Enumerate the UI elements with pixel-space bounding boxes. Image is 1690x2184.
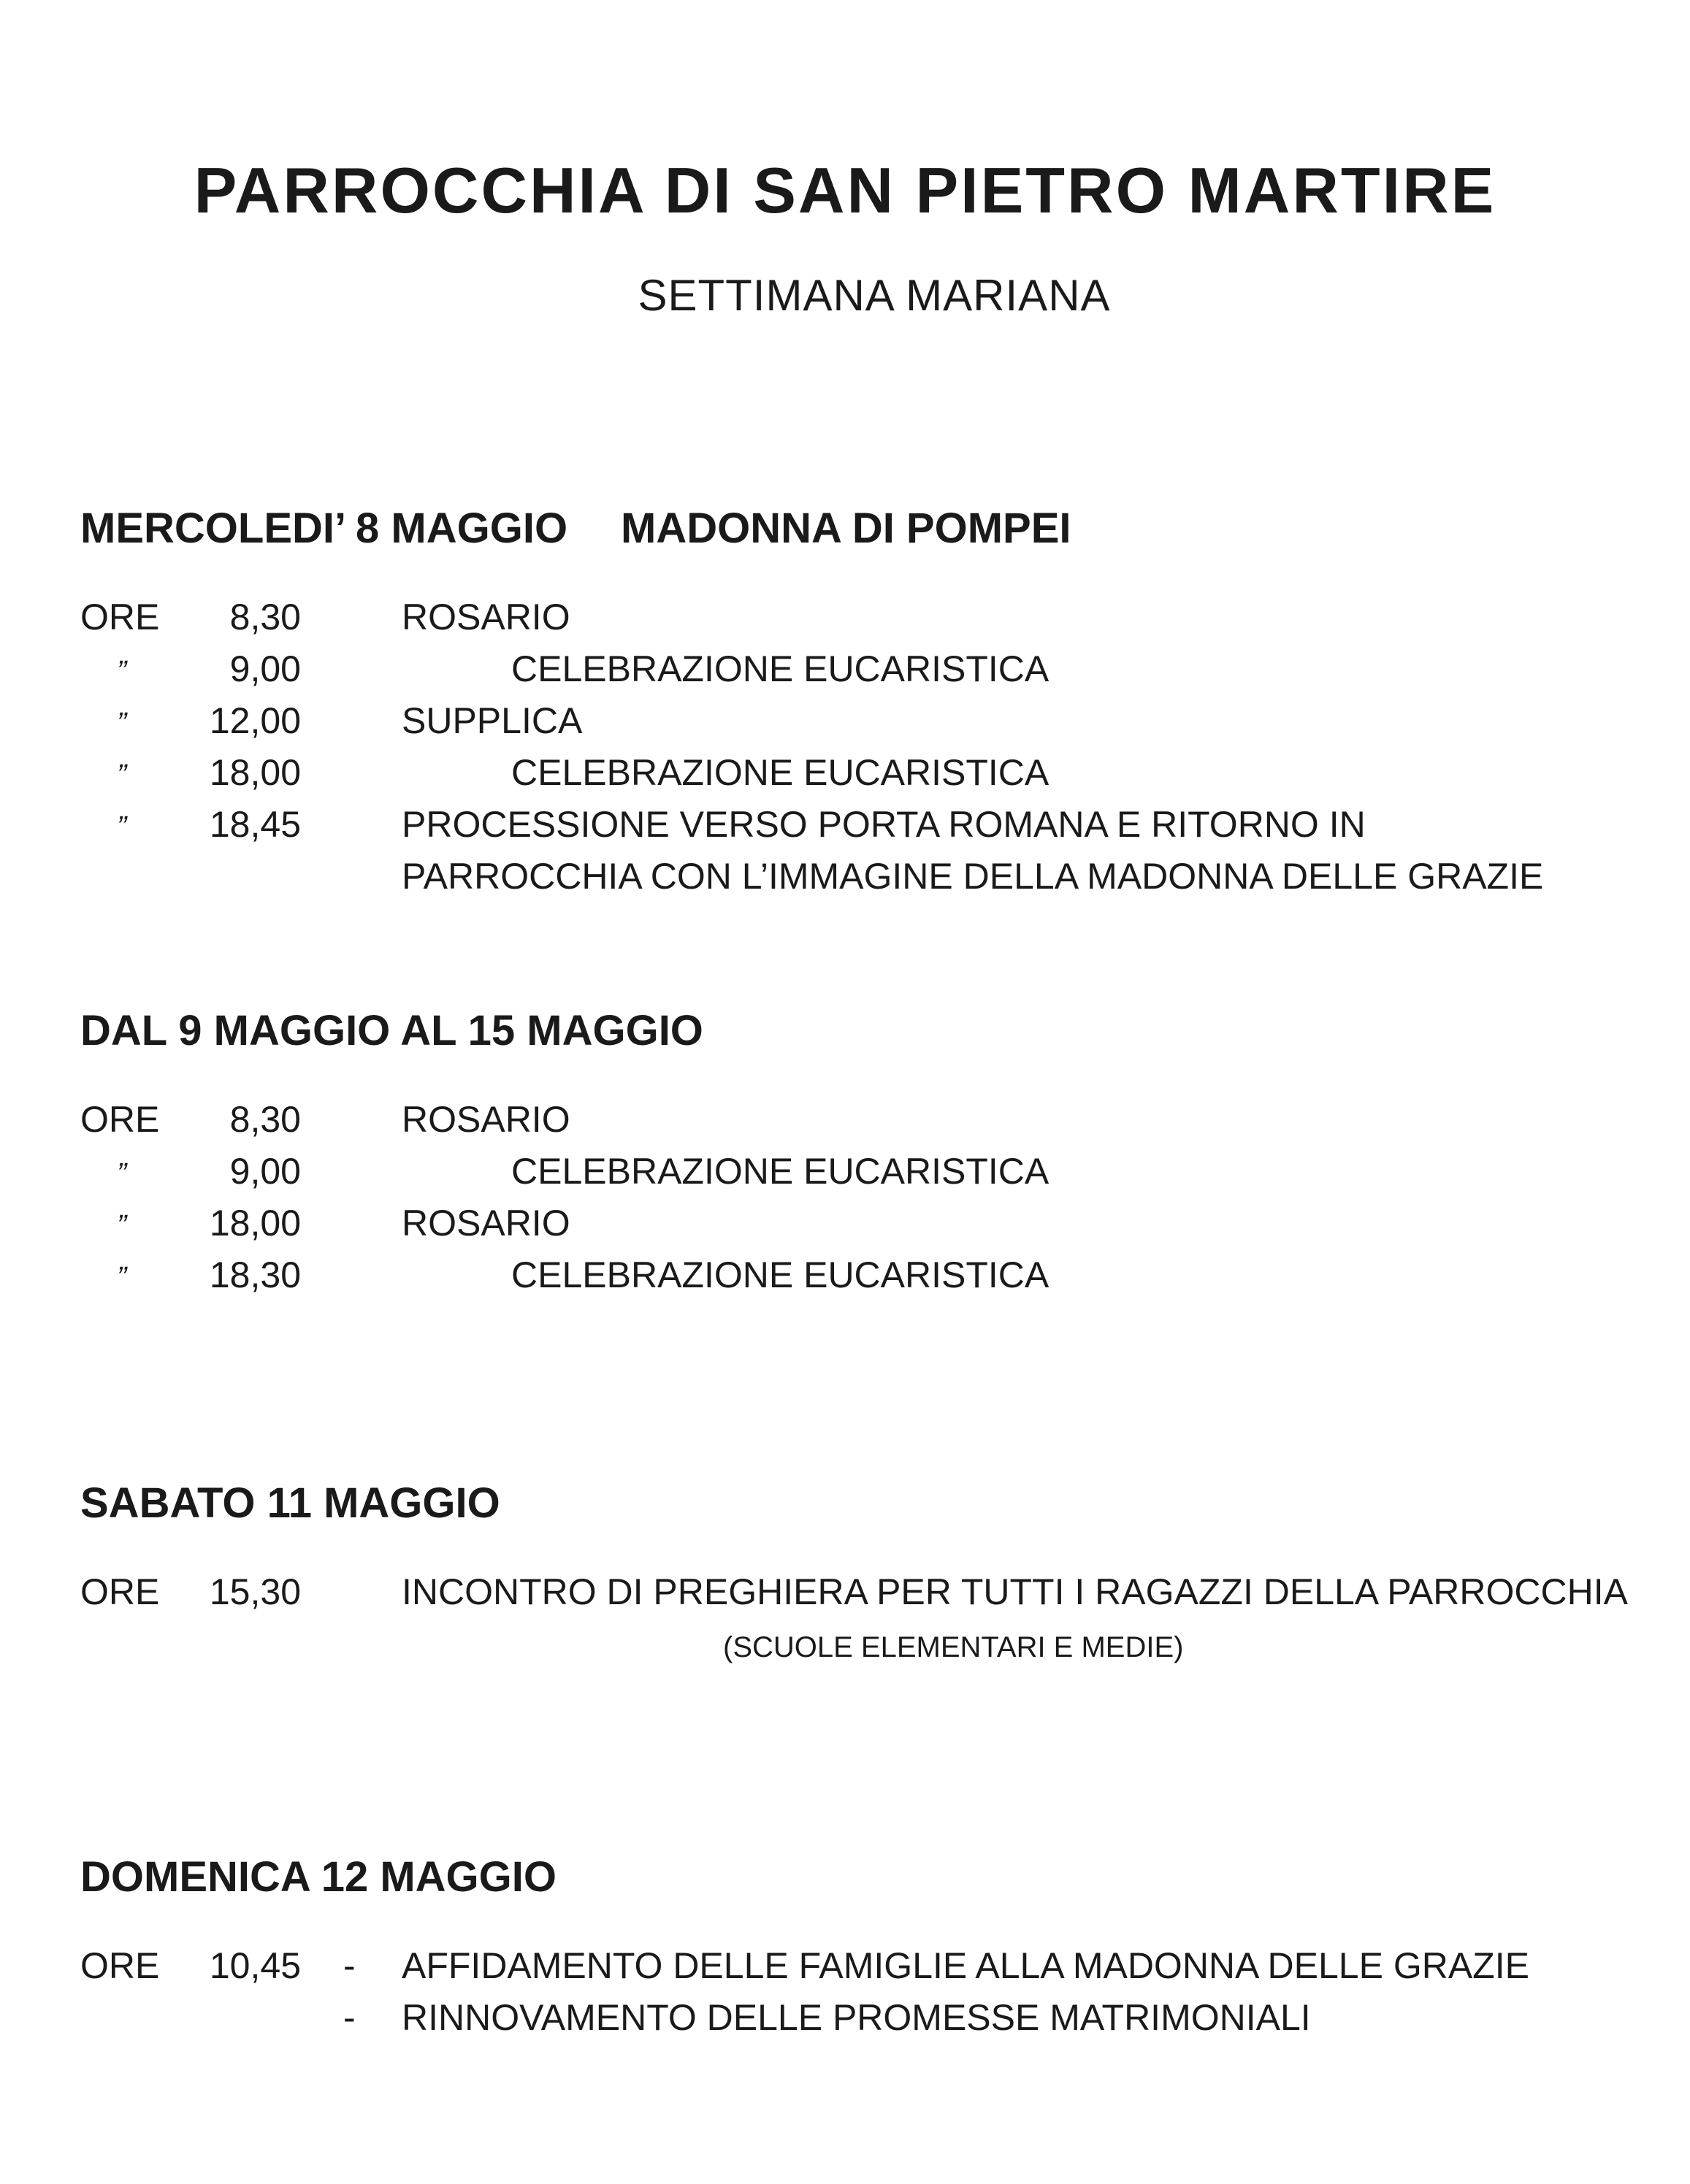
section-weekdays bbox=[80, 1006, 1651, 1306]
section-sunday bbox=[80, 1852, 1651, 2048]
row-note: (SCUOLE ELEMENTARI E MEDIE) bbox=[723, 1631, 1184, 1663]
row-time: 12,00 bbox=[209, 700, 301, 741]
row-time: 9,00 bbox=[229, 1151, 301, 1192]
row-activity: CELEBRAZIONE EUCARISTICA bbox=[511, 648, 1049, 689]
section-heading: DAL 9 MAGGIO AL 15 MAGGIO bbox=[80, 1007, 703, 1054]
section-saturday bbox=[80, 1479, 1651, 1674]
section-heading bbox=[80, 504, 1651, 562]
schedule-row bbox=[80, 1202, 1651, 1254]
schedule-list bbox=[80, 596, 1651, 907]
schedule-list bbox=[80, 1944, 1651, 2048]
row-label: ” bbox=[117, 707, 127, 739]
row-activity: AFFIDAMENTO DELLE FAMIGLIE ALLA MADONNA DELLE GRAZIE bbox=[402, 1945, 1529, 1986]
row-label: ” bbox=[117, 1209, 127, 1241]
schedule-row bbox=[80, 1098, 1651, 1150]
schedule-row-continuation bbox=[80, 855, 1651, 907]
schedule-list bbox=[80, 1098, 1651, 1306]
section-heading: SABATO 11 MAGGIO bbox=[80, 1479, 500, 1527]
row-label: ” bbox=[117, 811, 127, 843]
row-label: ” bbox=[117, 1157, 127, 1189]
schedule-list bbox=[80, 1571, 1651, 1674]
row-dash: - bbox=[343, 1945, 356, 1986]
row-activity: CELEBRAZIONE EUCARISTICA bbox=[511, 1254, 1049, 1295]
row-time: 18,00 bbox=[209, 752, 301, 793]
row-label: ” bbox=[117, 655, 127, 687]
row-time: 10,45 bbox=[209, 1945, 301, 1986]
schedule-row bbox=[80, 803, 1651, 855]
row-time: 9,00 bbox=[229, 648, 301, 689]
row-activity: ROSARIO bbox=[402, 597, 570, 637]
schedule-row bbox=[80, 1944, 1651, 1996]
row-label: ” bbox=[117, 1261, 127, 1293]
section-heading-date: MERCOLEDI’ 8 MAGGIO bbox=[80, 505, 568, 552]
row-dash: - bbox=[343, 1997, 356, 2038]
document-subtitle: SETTIMANA MARIANA bbox=[638, 271, 1111, 320]
row-label: ORE bbox=[80, 597, 160, 637]
row-activity: ROSARIO bbox=[402, 1203, 570, 1244]
schedule-row bbox=[80, 751, 1651, 803]
row-activity: CELEBRAZIONE EUCARISTICA bbox=[511, 1151, 1049, 1192]
section-wednesday bbox=[80, 504, 1651, 907]
schedule-row bbox=[80, 1150, 1651, 1202]
row-activity: RINNOVAMENTO DELLE PROMESSE MATRIMONIALI bbox=[402, 1997, 1311, 2038]
schedule-row bbox=[80, 648, 1651, 700]
row-label: ORE bbox=[80, 1571, 160, 1612]
row-activity: SUPPLICA bbox=[402, 700, 583, 741]
row-time: 15,30 bbox=[209, 1571, 301, 1612]
row-activity: CELEBRAZIONE EUCARISTICA bbox=[511, 752, 1049, 793]
row-time: 18,45 bbox=[209, 804, 301, 845]
schedule-row bbox=[80, 1996, 1651, 2048]
row-time: 8,30 bbox=[229, 597, 301, 637]
schedule-row bbox=[80, 1254, 1651, 1306]
row-activity: ROSARIO bbox=[402, 1099, 570, 1140]
schedule-row-note bbox=[80, 1622, 1651, 1674]
row-activity: PROCESSIONE VERSO PORTA ROMANA E RITORNO IN bbox=[402, 804, 1366, 845]
document-title: PARROCCHIA DI SAN PIETRO MARTIRE bbox=[194, 154, 1496, 226]
section-heading: DOMENICA 12 MAGGIO bbox=[80, 1853, 557, 1901]
row-time: 8,30 bbox=[229, 1099, 301, 1140]
row-activity: INCONTRO DI PREGHIERA PER TUTTI I RAGAZZI DELLA PARROCCHIA bbox=[402, 1571, 1628, 1612]
row-label: ” bbox=[117, 759, 127, 791]
row-label: ORE bbox=[80, 1099, 160, 1140]
section-heading-feast: MADONNA DI POMPEI bbox=[621, 505, 1071, 552]
schedule-row bbox=[80, 700, 1651, 751]
row-activity: PARROCCHIA CON L’IMMAGINE DELLA MADONNA DELLE GRAZIE bbox=[402, 856, 1544, 897]
schedule-row bbox=[80, 1571, 1651, 1622]
schedule-row bbox=[80, 596, 1651, 648]
row-time: 18,00 bbox=[209, 1203, 301, 1244]
row-time: 18,30 bbox=[209, 1254, 301, 1295]
row-label: ORE bbox=[80, 1945, 160, 1986]
